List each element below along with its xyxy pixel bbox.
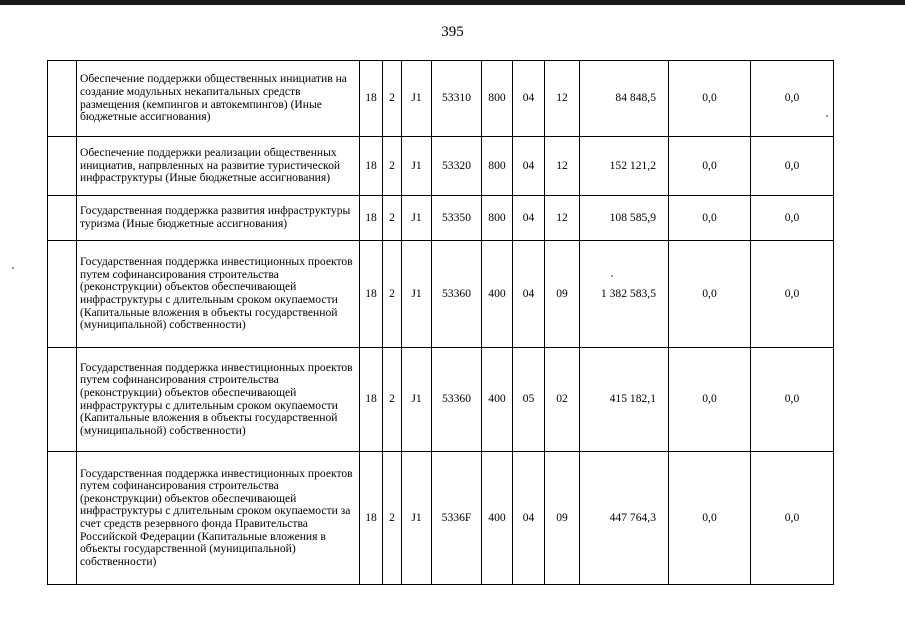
amount-year-1: 108 585,9 [580,196,669,241]
row-index-cell [48,61,77,137]
table-row [48,348,834,452]
code-subsection: 02 [545,348,580,452]
amount-year-3: 0,0 [751,241,834,348]
scan-speck [826,115,828,117]
code-project: J1 [402,452,432,585]
amount-year-3: 0,0 [751,137,834,196]
amount-year-3: 0,0 [751,196,834,241]
row-index-cell [48,196,77,241]
code-program: 2 [383,348,402,452]
amount-year-2: 0,0 [669,241,751,348]
amount-year-2: 0,0 [669,196,751,241]
row-index-cell [48,137,77,196]
table-row [48,196,834,241]
code-program: 2 [383,241,402,348]
expense-name: Государственная поддержка инвестиционных проектов путем софинансирования строительства (реконструкции) объектов обеспечивающей инфраструктуры с длительным сроком окупаемости (Капитальные вложения в объекты государственной (муниципальной) собственности) [77,241,360,348]
code-subsection: 09 [545,452,580,585]
page-number: 395 [441,24,464,40]
amount-year-3: 0,0 [751,348,834,452]
table-row [48,137,834,196]
amount-year-1: 152 121,2 [580,137,669,196]
amount-year-1: 84 848,5 [580,61,669,137]
amount-year-2: 0,0 [669,452,751,585]
code-expense-type: 800 [482,196,513,241]
code-subsection: 12 [545,61,580,137]
table-row [48,61,834,137]
scan-top-edge [0,0,905,5]
code-direction: 53360 [432,348,482,452]
expense-name: Обеспечение поддержки общественных инициатив на создание модульных некапитальных средств размещения (кемпингов и автокемпингов) (Иные бюджетные ассигнования) [77,61,360,137]
code-direction: 5336F [432,452,482,585]
code-direction: 53360 [432,241,482,348]
code-subsection: 12 [545,137,580,196]
row-index-cell [48,452,77,585]
amount-year-1: 415 182,1 [580,348,669,452]
amount-year-3: 0,0 [751,61,834,137]
expense-name: Государственная поддержка инвестиционных проектов путем софинансирования строительства (реконструкции) объектов обеспечивающей инфраструктуры с длительным сроком окупаемости (Капитальные вложения в объекты государственной (муниципальной) собственности) [77,348,360,452]
code-ministry: 18 [360,196,383,241]
code-ministry: 18 [360,452,383,585]
table-row [48,241,834,348]
amount-year-2: 0,0 [669,137,751,196]
code-section: 04 [513,196,545,241]
budget-table [47,60,834,585]
code-section: 04 [513,61,545,137]
code-subsection: 12 [545,196,580,241]
code-direction: 53310 [432,61,482,137]
code-project: J1 [402,137,432,196]
row-index-cell [48,241,77,348]
code-section: 05 [513,348,545,452]
code-ministry: 18 [360,61,383,137]
expense-name: Государственная поддержка инвестиционных проектов путем софинансирования строительства (реконструкции) объектов обеспечивающей инфраструктуры с длительным сроком окупаемости за счет средств резервного фонда Правительства Российской Федерации (Капитальные вложения в объекты государственной (муниципальной) собственности) [77,452,360,585]
row-index-cell [48,348,77,452]
code-section: 04 [513,452,545,585]
code-expense-type: 400 [482,241,513,348]
code-project: J1 [402,241,432,348]
expense-name: Государственная поддержка развития инфраструктуры туризма (Иные бюджетные ассигнования) [77,196,360,241]
code-program: 2 [383,452,402,585]
amount-year-2: 0,0 [669,61,751,137]
code-expense-type: 800 [482,61,513,137]
code-expense-type: 800 [482,137,513,196]
expense-name: Обеспечение поддержки реализации общественных инициатив, напрвленных на развитие туристической инфраструктуры (Иные бюджетные ассигнования) [77,137,360,196]
code-expense-type: 400 [482,452,513,585]
code-program: 2 [383,61,402,137]
amount-year-1: 1 382 583,5 [580,241,669,348]
code-section: 04 [513,137,545,196]
code-ministry: 18 [360,241,383,348]
scan-speck [12,267,14,269]
code-program: 2 [383,196,402,241]
code-project: J1 [402,348,432,452]
code-subsection: 09 [545,241,580,348]
amount-year-1: 447 764,3 [580,452,669,585]
scan-speck [611,275,613,277]
code-direction: 53350 [432,196,482,241]
amount-year-2: 0,0 [669,348,751,452]
code-program: 2 [383,137,402,196]
table-row [48,452,834,585]
code-ministry: 18 [360,137,383,196]
amount-year-3: 0,0 [751,452,834,585]
code-expense-type: 400 [482,348,513,452]
code-direction: 53320 [432,137,482,196]
code-section: 04 [513,241,545,348]
code-project: J1 [402,61,432,137]
code-ministry: 18 [360,348,383,452]
code-project: J1 [402,196,432,241]
